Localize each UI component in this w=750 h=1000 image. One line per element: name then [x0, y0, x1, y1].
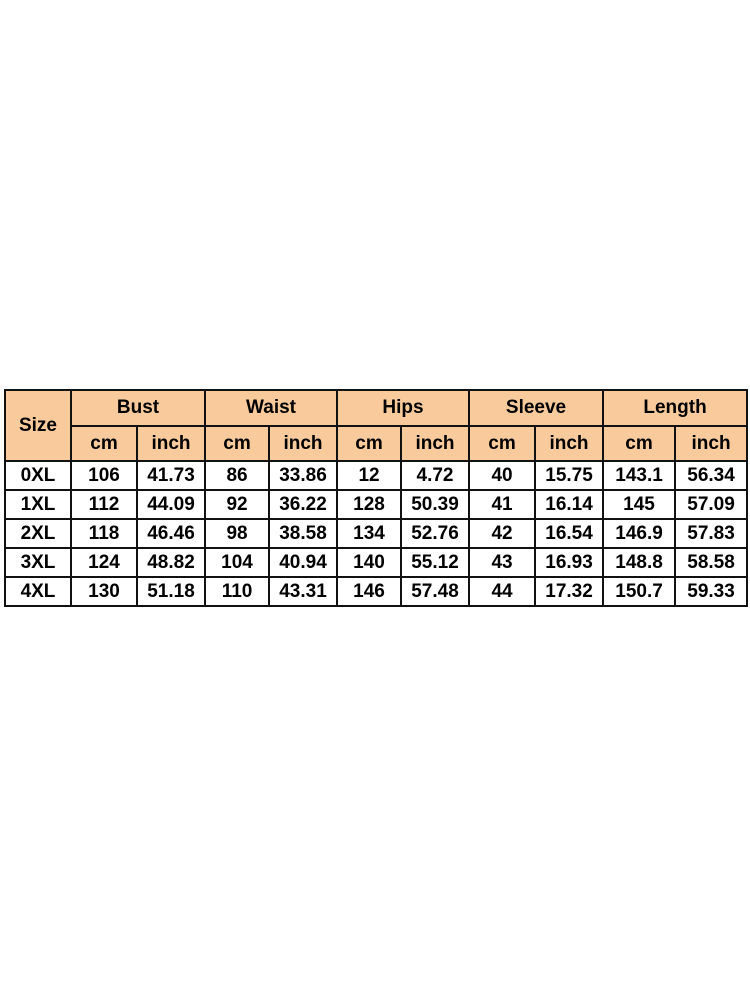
measurement-cell: 86	[205, 461, 269, 490]
measurement-cell: 33.86	[269, 461, 337, 490]
measurement-cell: 145	[603, 490, 675, 519]
measurement-cell: 134	[337, 519, 401, 548]
table-row	[5, 519, 747, 548]
measurement-cell: 17.32	[535, 577, 603, 606]
unit-header-cm: cm	[603, 426, 675, 461]
measurement-cell: 57.48	[401, 577, 469, 606]
measurement-cell: 41.73	[137, 461, 205, 490]
measurement-cell: 40.94	[269, 548, 337, 577]
table-header-groups	[5, 390, 747, 426]
measurement-cell: 51.18	[137, 577, 205, 606]
measurement-cell: 148.8	[603, 548, 675, 577]
measurement-cell: 130	[71, 577, 137, 606]
measurement-cell: 146.9	[603, 519, 675, 548]
measurement-cell: 40	[469, 461, 535, 490]
unit-header-inch: inch	[269, 426, 337, 461]
measurement-cell: 4.72	[401, 461, 469, 490]
table-row	[5, 461, 747, 490]
measurement-cell: 128	[337, 490, 401, 519]
size-table-body	[5, 461, 747, 606]
measurement-cell: 15.75	[535, 461, 603, 490]
unit-header-cm: cm	[71, 426, 137, 461]
table-header-units	[5, 426, 747, 461]
unit-header-inch: inch	[401, 426, 469, 461]
size-header: Size	[5, 390, 71, 461]
hips-header: Hips	[337, 390, 469, 426]
measurement-cell: 106	[71, 461, 137, 490]
measurement-cell: 43.31	[269, 577, 337, 606]
measurement-cell: 56.34	[675, 461, 747, 490]
waist-header: Waist	[205, 390, 337, 426]
unit-header-inch: inch	[535, 426, 603, 461]
measurement-cell: 41	[469, 490, 535, 519]
measurement-cell: 44.09	[137, 490, 205, 519]
measurement-cell: 150.7	[603, 577, 675, 606]
measurement-cell: 12	[337, 461, 401, 490]
measurement-cell: 57.83	[675, 519, 747, 548]
unit-header-cm: cm	[337, 426, 401, 461]
measurement-cell: 140	[337, 548, 401, 577]
measurement-cell: 16.93	[535, 548, 603, 577]
size-label-cell: 3XL	[5, 548, 71, 577]
table-row	[5, 490, 747, 519]
measurement-cell: 146	[337, 577, 401, 606]
measurement-cell: 92	[205, 490, 269, 519]
measurement-cell: 50.39	[401, 490, 469, 519]
size-label-cell: 0XL	[5, 461, 71, 490]
measurement-cell: 124	[71, 548, 137, 577]
measurement-cell: 42	[469, 519, 535, 548]
measurement-cell: 16.54	[535, 519, 603, 548]
measurement-cell: 104	[205, 548, 269, 577]
measurement-cell: 57.09	[675, 490, 747, 519]
measurement-cell: 52.76	[401, 519, 469, 548]
size-chart-table	[4, 389, 748, 607]
measurement-cell: 44	[469, 577, 535, 606]
table-row	[5, 577, 747, 606]
measurement-cell: 43	[469, 548, 535, 577]
sleeve-header: Sleeve	[469, 390, 603, 426]
unit-header-cm: cm	[205, 426, 269, 461]
measurement-cell: 16.14	[535, 490, 603, 519]
size-label-cell: 2XL	[5, 519, 71, 548]
measurement-cell: 143.1	[603, 461, 675, 490]
size-label-cell: 4XL	[5, 577, 71, 606]
unit-header-cm: cm	[469, 426, 535, 461]
length-header: Length	[603, 390, 747, 426]
unit-header-inch: inch	[137, 426, 205, 461]
size-label-cell: 1XL	[5, 490, 71, 519]
measurement-cell: 98	[205, 519, 269, 548]
measurement-cell: 46.46	[137, 519, 205, 548]
table-row	[5, 548, 747, 577]
measurement-cell: 36.22	[269, 490, 337, 519]
bust-header: Bust	[71, 390, 205, 426]
measurement-cell: 38.58	[269, 519, 337, 548]
measurement-cell: 58.58	[675, 548, 747, 577]
measurement-cell: 55.12	[401, 548, 469, 577]
unit-header-inch: inch	[675, 426, 747, 461]
measurement-cell: 59.33	[675, 577, 747, 606]
measurement-cell: 110	[205, 577, 269, 606]
measurement-cell: 112	[71, 490, 137, 519]
measurement-cell: 48.82	[137, 548, 205, 577]
measurement-cell: 118	[71, 519, 137, 548]
